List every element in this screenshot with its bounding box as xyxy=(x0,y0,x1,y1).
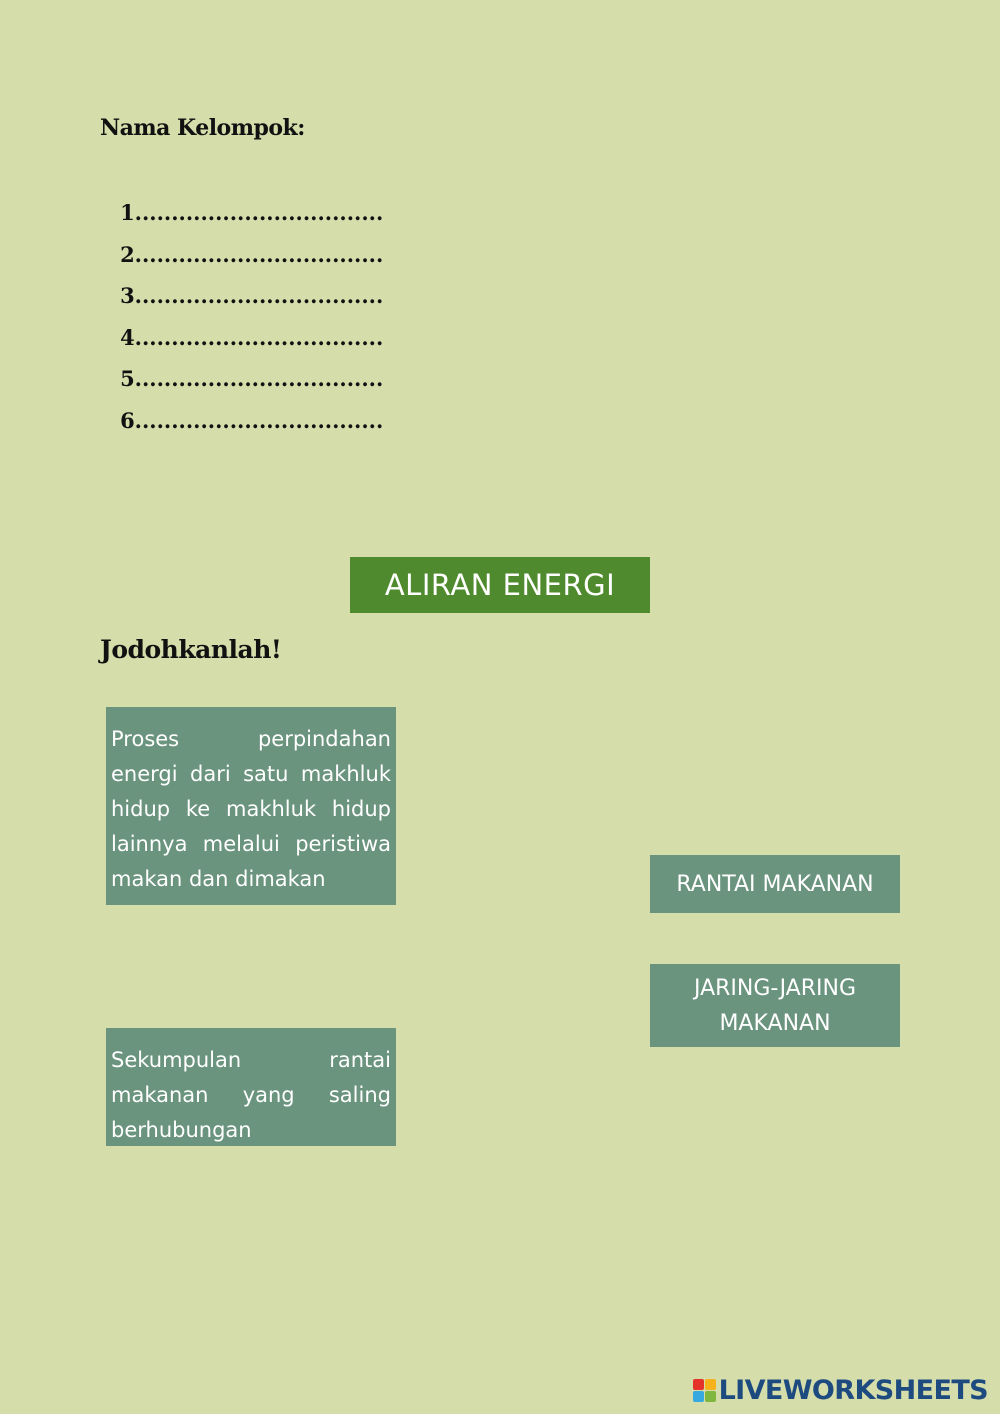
member-line-1[interactable] xyxy=(116,195,383,237)
definition-card-1[interactable] xyxy=(106,707,396,905)
member-blank: ................................. xyxy=(142,407,384,433)
member-blank: ................................. xyxy=(142,366,384,392)
member-blank: ................................. xyxy=(142,283,384,309)
term-card-jaring-jaring-makanan[interactable] xyxy=(650,964,900,1047)
definition-text: Proses perpindahan energi dari satu makhluk hidup ke makhluk hidup lainnya melalui peristiwa makan dan dimakan xyxy=(111,727,391,891)
term-card-rantai-makanan[interactable] xyxy=(650,855,900,913)
member-number: 6. xyxy=(120,407,142,433)
logo-square-green xyxy=(705,1391,716,1402)
member-line-5[interactable] xyxy=(116,361,383,403)
member-line-2[interactable] xyxy=(116,237,383,279)
definition-card-2[interactable] xyxy=(106,1028,396,1146)
watermark-text: LIVEWORKSHEETS xyxy=(718,1374,988,1406)
instruction-label: Jodohkanlah! xyxy=(100,635,282,664)
liveworksheets-logo-icon xyxy=(693,1379,716,1402)
term-text: RANTAI MAKANAN xyxy=(676,871,874,897)
section-title: ALIRAN ENERGI xyxy=(350,557,650,613)
member-number: 4. xyxy=(120,324,142,350)
member-number: 2. xyxy=(120,241,142,267)
member-number: 1. xyxy=(120,200,142,225)
member-blank: ................................. xyxy=(142,241,384,267)
member-blank: ................................. xyxy=(142,200,384,225)
member-line-6[interactable] xyxy=(116,403,383,445)
member-number: 3. xyxy=(120,283,142,309)
member-line-3[interactable] xyxy=(116,278,383,320)
member-list xyxy=(116,195,383,445)
definition-text: Sekumpulan rantai makanan yang saling berhubungan xyxy=(111,1048,391,1142)
group-name-label: Nama Kelompok: xyxy=(100,115,305,141)
logo-square-blue xyxy=(693,1391,704,1402)
member-number: 5. xyxy=(120,366,142,392)
term-text: JARING-JARING MAKANAN xyxy=(693,975,857,1036)
logo-square-red xyxy=(693,1379,704,1390)
member-line-4[interactable] xyxy=(116,320,383,362)
liveworksheets-watermark xyxy=(693,1373,988,1407)
logo-square-yellow xyxy=(705,1379,716,1390)
member-blank: ................................. xyxy=(142,324,384,350)
